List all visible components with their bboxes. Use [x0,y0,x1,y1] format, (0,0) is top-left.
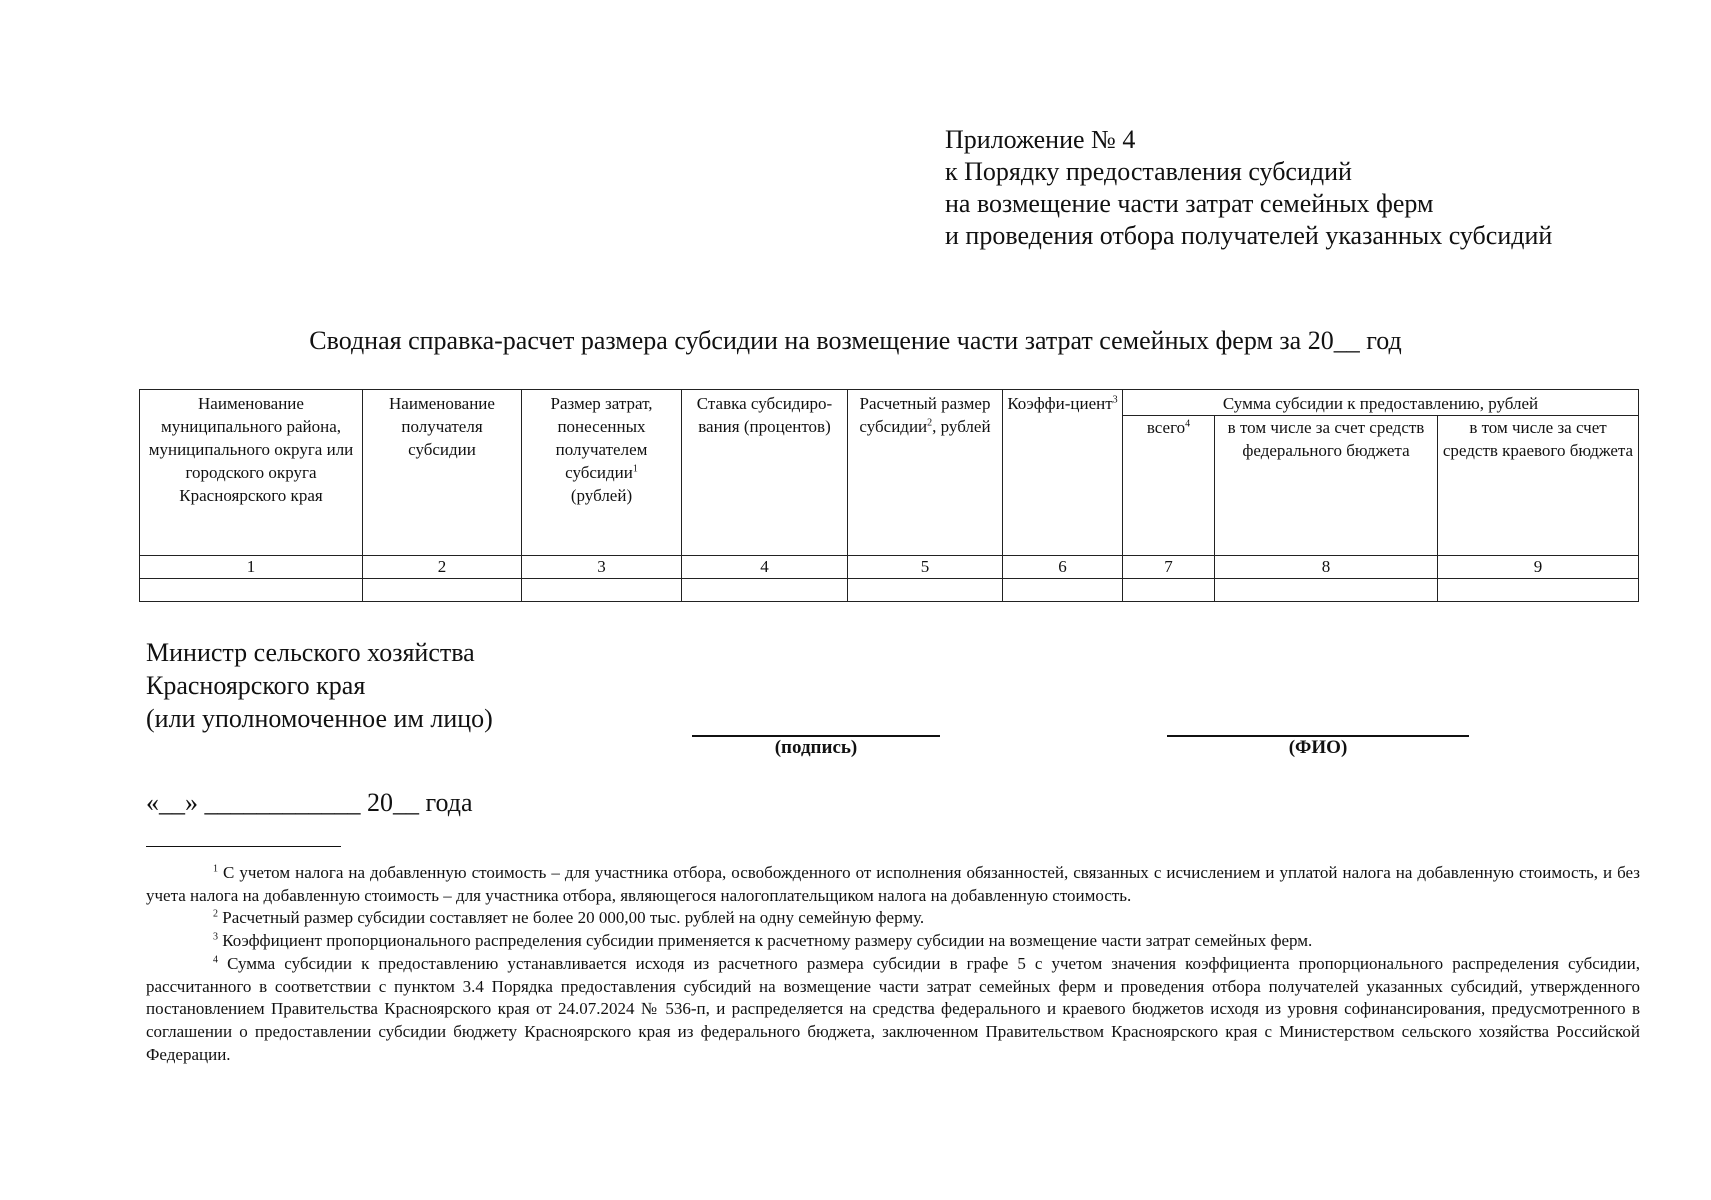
appendix-line: к Порядку предоставления субсидий [945,157,1352,186]
column-number: 5 [848,556,1003,579]
header-costs: Размер затрат, понесенных получателем субсидии$^1$ (рублей) [522,390,682,556]
footnote: $^3$ Коэффициент пропорционального распределения субсидии применяется к расчетному размеру субсидии на возмещение части затрат семейных ферм. [213,931,1313,951]
table-cell [848,579,1003,602]
header-rate: Ставка субсидиро-вания (процентов) [682,390,848,556]
column-number: 2 [363,556,522,579]
column-number: 9 [1438,556,1639,579]
column-number: 1 [140,556,363,579]
signer-title: Министр сельского хозяйства [146,638,475,667]
table-cell [682,579,848,602]
header-coefficient: Коэффи-циент$^3$ [1003,390,1123,556]
table-cell [140,579,363,602]
appendix-number: Приложение № 4 [945,125,1136,154]
footnote: $^2$ Расчетный размер субсидии составляет не более 20 000,00 тыс. рублей на одну семейную ферму. [213,908,925,928]
table-cell [1438,579,1639,602]
column-number: 8 [1215,556,1438,579]
column-number: 6 [1003,556,1123,579]
column-numbers-row [140,556,1639,579]
appendix-line: на возмещение части затрат семейных ферм [945,189,1434,218]
header-federal: в том числе за счет средств федерального бюджета [1215,416,1438,556]
column-number: 7 [1123,556,1215,579]
header-subsidy-group: Сумма субсидии к предоставлению, рублей [1123,390,1639,416]
column-number: 4 [682,556,848,579]
table-row [140,579,1639,602]
header-estimated-subsidy: Расчетный размер субсидии$^2$, рублей [848,390,1003,556]
signer-block [146,636,493,735]
table-cell [1123,579,1215,602]
appendix-header [945,124,1552,252]
date-line: «__» ____________ 20__ года [146,788,473,817]
subsidy-table [139,389,1639,602]
signature-caption: (подпись) [774,737,858,758]
table-cell [1215,579,1438,602]
header-municipality: Наименование муниципального района, муниципального округа или городского округа Красноярского края [140,390,363,556]
header-regional: в том числе за счет средств краевого бюджета [1438,416,1639,556]
footnote: $^4$ Сумма субсидии к предоставлению устанавливается исходя из расчетного размера субсидии в графе 5 с учетом значения коэффициента пропорционального распределения субсидии, рассчитанного в соответствии с пунктом 3.4 Порядка предоставления субсидий на возмещение части затрат семейных ферм и проведения отбора получателей указанных субсидий, утвержденного постановлением Правительства Красноярского края от 24.07.2024 № 536-п, и распределяется на средства федерального и краевого бюджетов исходя из уровня софинансирования, предусмотренного в соглашении о предоставлении субсидии бюджету Красноярского края из федерального бюджета, заключенном Правительством Красноярского края с Министерством сельского хозяйства Российской Федерации. [146,953,1641,1064]
table-header-row [140,390,1639,416]
signer-region: Красноярского края [146,671,366,700]
header-recipient: Наименование получателя субсидии [363,390,522,556]
table-cell [1003,579,1123,602]
column-number: 3 [522,556,682,579]
table-cell [522,579,682,602]
footnotes [146,862,1640,1066]
appendix-line: и проведения отбора получателей указанных субсидий [945,221,1553,250]
table-cell [363,579,522,602]
signer-alternate: (или уполномоченное им лицо) [146,704,493,733]
footnote: $^1$ С учетом налога на добавленную стоимость – для участника отбора, освобожденного от исполнения обязанностей, связанных с исчислением и уплатой налога на добавленную стоимость, и без учета налога на добавленную стоимость – для участника отбора, являющегося налогоплательщиком налога на добавленную стоимость. [146,863,1641,905]
document-title: Сводная справка-расчет размера субсидии на возмещение части затрат семейных ферм за 20__ год [309,326,1402,355]
footnote-separator [146,846,341,847]
header-total: всего$^4$ [1123,416,1215,556]
name-caption: (ФИО) [1288,737,1348,758]
